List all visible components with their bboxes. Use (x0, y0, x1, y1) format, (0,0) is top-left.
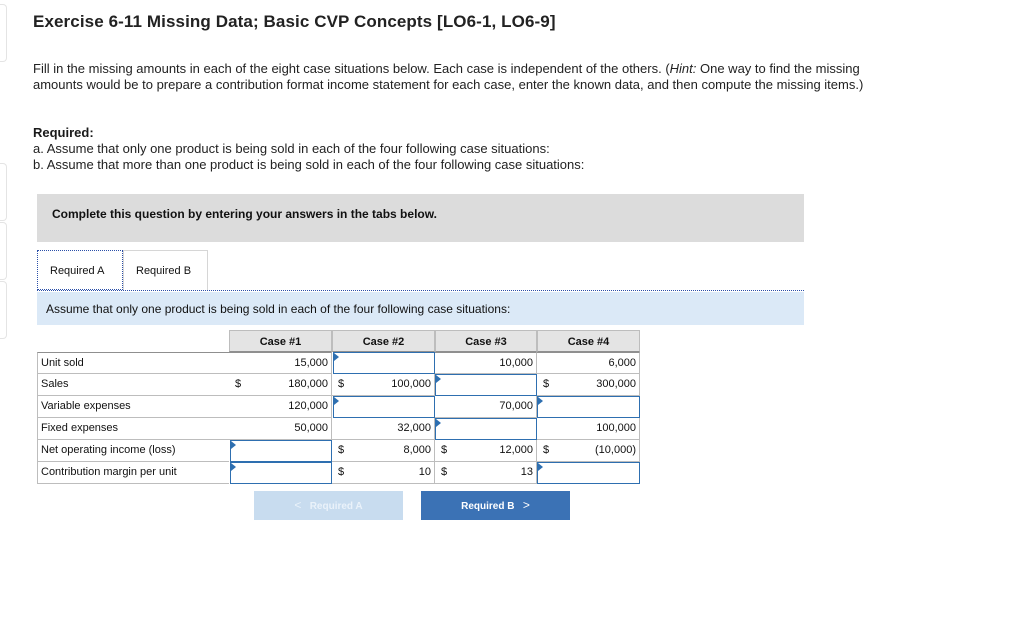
case4-sales: 300,000 (555, 374, 640, 396)
case3-noi-currency: $ (435, 440, 453, 462)
row-label-fixed-expenses: Fixed expenses (37, 418, 229, 440)
case4-sales-currency: $ (537, 374, 555, 396)
required-b-text: b. Assume that more than one product is being sold in each of the four following case situations: (33, 157, 585, 172)
case4-noi-currency: $ (537, 440, 555, 462)
next-button-label: Required B (461, 501, 515, 512)
column-header-case-2: Case #2 (332, 330, 435, 352)
instruction-banner (37, 194, 804, 242)
row-label-contribution-margin-per-unit: Contribution margin per unit (37, 462, 229, 484)
case2-sales: 100,000 (350, 374, 435, 396)
assume-text: Assume that only one product is being sold in each of the four following case situations: (46, 302, 511, 316)
intro-text-after: One way to find the missing amounts would be to prepare a contribution format income statement for each case, enter the known data, and then compute the missing items.) (33, 61, 864, 92)
assume-panel (37, 292, 804, 325)
case4-unit-sold: 6,000 (537, 352, 640, 374)
row-label-sales: Sales (37, 374, 229, 396)
case3-net-operating-income: 12,000 (453, 440, 537, 462)
case3-sales-input[interactable] (435, 374, 537, 396)
case2-sales-currency: $ (332, 374, 350, 396)
case4-cm-per-unit-input[interactable] (537, 462, 640, 484)
case2-cm-per-unit: 10 (350, 462, 435, 484)
case1-sales-currency: $ (229, 374, 247, 396)
case1-variable-expenses: 120,000 (229, 396, 332, 418)
case1-cm-per-unit-input[interactable] (230, 462, 332, 484)
case2-unit-sold-input[interactable] (333, 352, 435, 374)
banner-text: Complete this question by entering your answers in the tabs below. (52, 207, 437, 221)
case2-variable-expenses-input[interactable] (333, 396, 435, 418)
case1-unit-sold: 15,000 (229, 352, 332, 374)
case4-fixed-expenses: 100,000 (537, 418, 640, 440)
tab-underline (37, 290, 804, 291)
case1-fixed-expenses: 50,000 (229, 418, 332, 440)
column-header-case-3: Case #3 (435, 330, 537, 352)
instructions (33, 61, 883, 93)
case3-cm-currency: $ (435, 462, 453, 484)
intro-text-before: Fill in the missing amounts in each of the eight case situations below. Each case is independent of the others. ( (33, 61, 670, 76)
row-label-unit-sold: Unit sold (37, 352, 229, 374)
hint-label: Hint: (669, 61, 697, 76)
previous-button[interactable] (254, 491, 403, 520)
required-heading: Required: (33, 125, 94, 140)
case3-fixed-expenses-input[interactable] (435, 418, 537, 440)
page-title: Exercise 6-11 Missing Data; Basic CVP Concepts [LO6-1, LO6-9] (33, 12, 556, 31)
case3-variable-expenses: 70,000 (435, 396, 537, 418)
row-label-variable-expenses: Variable expenses (37, 396, 229, 418)
required-a-text: a. Assume that only one product is being sold in each of the four following case situations: (33, 141, 550, 156)
previous-button-label: Required A (309, 501, 363, 512)
case1-sales: 180,000 (247, 374, 332, 396)
case2-net-operating-income: 8,000 (350, 440, 435, 462)
tab-required-b-label: Required B (136, 265, 192, 277)
case2-noi-currency: $ (332, 440, 350, 462)
chevron-right-icon: > (522, 498, 530, 512)
chevron-left-icon: < (294, 498, 302, 512)
table-corner (37, 330, 229, 352)
next-button[interactable] (421, 491, 570, 520)
case-table (37, 330, 640, 482)
row-label-net-operating-income: Net operating income (loss) (37, 440, 229, 462)
tab-required-a[interactable] (37, 250, 123, 290)
tab-required-a-label: Required A (50, 265, 105, 277)
rail-tab[interactable] (0, 281, 7, 339)
left-rail (0, 0, 8, 644)
column-header-case-1: Case #1 (229, 330, 332, 352)
column-header-case-4: Case #4 (537, 330, 640, 352)
rail-tab[interactable] (0, 222, 7, 280)
case4-net-operating-income: (10,000) (555, 440, 640, 462)
case1-net-operating-income-input[interactable] (230, 440, 332, 462)
rail-tab[interactable] (0, 4, 7, 62)
rail-tab[interactable] (0, 163, 7, 221)
case3-cm-per-unit: 13 (453, 462, 537, 484)
case4-variable-expenses-input[interactable] (537, 396, 640, 418)
case2-fixed-expenses: 32,000 (332, 418, 435, 440)
tab-required-b[interactable] (123, 250, 208, 290)
case3-unit-sold: 10,000 (435, 352, 537, 374)
case2-cm-currency: $ (332, 462, 350, 484)
